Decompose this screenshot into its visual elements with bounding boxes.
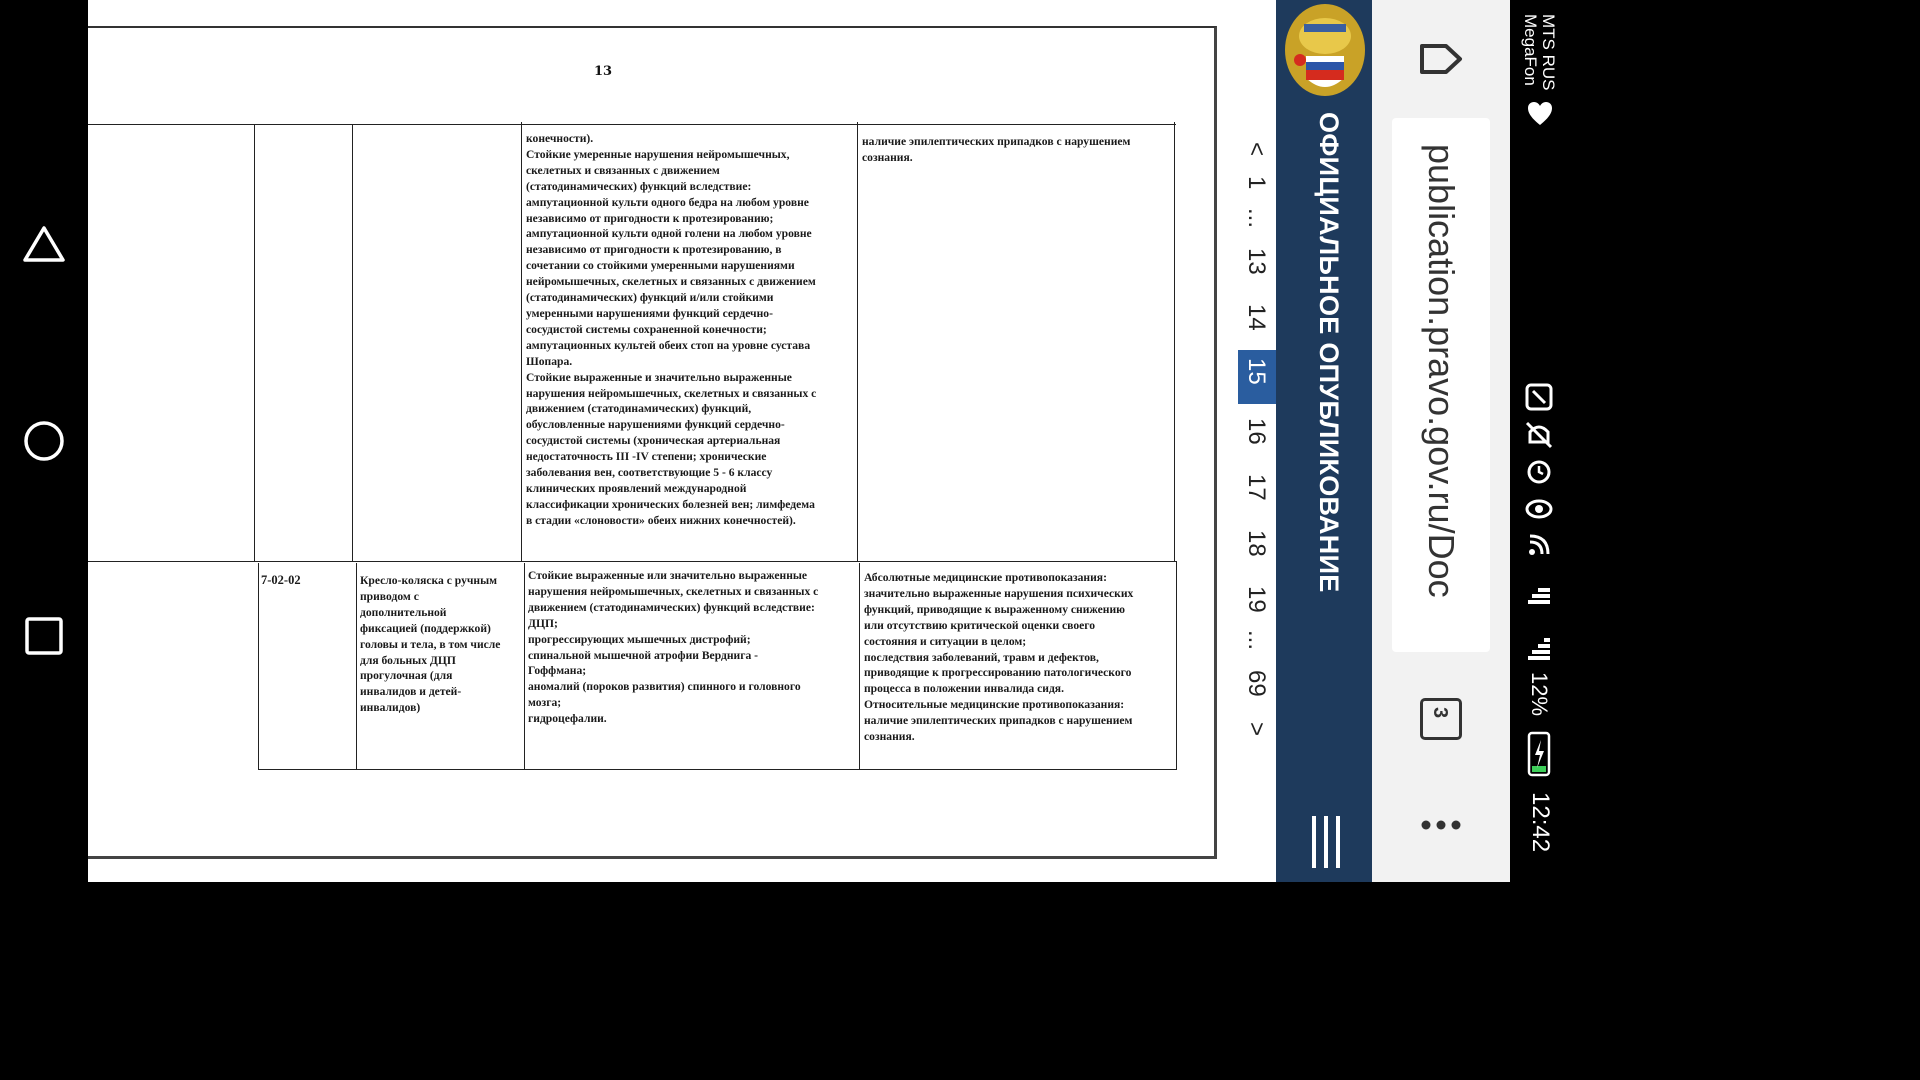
table-border [524, 563, 525, 770]
table-border [356, 563, 357, 770]
home-circle-icon[interactable] [18, 415, 70, 467]
url-bar[interactable] [1392, 118, 1490, 652]
carrier2-label: MegaFon [1521, 14, 1540, 86]
row1-contraindications-text: наличие эпилептических припадков с нарушением сознания. [862, 135, 1131, 164]
row2-code: 7-02-02 [261, 573, 301, 587]
eye-icon [1524, 494, 1554, 524]
pager-item-13[interactable]: 13 [1243, 248, 1270, 275]
site-title: ОФИЦИАЛЬНОЕ ОПУБЛИКОВАНИЕ [1314, 112, 1344, 593]
wifi-icon [1524, 530, 1554, 560]
pager-ellipsis: ... [1243, 630, 1270, 651]
table-border [859, 563, 860, 770]
table-border [88, 561, 1176, 562]
row2-conditions-text: Стойкие выраженные или значительно выраженные нарушения нейромышечных, скелетных и связанных с движением (статодинамических) функций вследствие: ДЦП; прогрессирующих мышечных дистрофий; спинальной мышечной атрофии Верднига - Гоффмана; аномалий (пороков развития) спинного и головного мозга; гидроцефалии. [528, 569, 819, 726]
table-border [88, 124, 1176, 125]
table-border [521, 122, 522, 561]
table-border [1176, 561, 1177, 770]
android-nav-bar [0, 0, 88, 882]
table-border [352, 124, 353, 561]
pager-item-19[interactable]: 19 [1243, 586, 1270, 613]
pager-item-15-current[interactable]: 15 [1243, 358, 1270, 385]
nfc-icon [1524, 382, 1554, 412]
pager-prev-button[interactable]: < [1243, 142, 1270, 157]
signal-icon [1526, 636, 1552, 662]
carrier1-label: MTS RUS [1539, 14, 1558, 91]
coat-of-arms-logo [1282, 0, 1368, 102]
table-border [258, 563, 259, 770]
pager-item-1[interactable]: 1 [1243, 176, 1270, 190]
page-pager [1238, 136, 1278, 756]
home-icon[interactable] [1416, 34, 1466, 84]
pager-item-69[interactable]: 69 [1243, 670, 1270, 697]
table-border [1174, 122, 1175, 561]
tabs-count: 3 [1429, 707, 1451, 719]
row1-conditions-text: конечности). Стойкие умеренные нарушения нейромышечных, скелетных и связанных с движением (статодинамических) функций вследствие: ампутационной культи одного бедра на любом уровне независимо от пригодности к протезированию; ампутационной культи одной голени на любом уровне независимо от пригодности к протезированию, в сочетании со стойкими умеренными нарушениями нейромышечных, скелетных и связанных с движением (статодинамических) функций и/или стойкими умеренными нарушениями функций сердечно- сосудистой системы сохраненной конечности; ампутационных культей обеих стоп на уровне сустава Шопара. Стойкие выраженные и значительно выраженные нарушения нейромышечных, скелетных и связанных с движением (статодинамических) функций, обусловленные нарушениями функций сердечно- сосудистой системы (хроническая артериальная недостаточность III -IV степени; хронические заболевания вен, соответствующие 5 - 6 классу клинических проявлений международной классификации хронических болезней вен; лимфедема в стадии «слоновости» обеих нижних конечностей). [526, 132, 817, 527]
url-text: publication.pravo.gov.ru/Doc [1421, 144, 1462, 598]
document-viewer[interactable] [88, 0, 1276, 882]
more-options-icon[interactable] [1420, 812, 1462, 838]
status-bar [1510, 0, 1568, 882]
clock-time: 12:42 [1527, 792, 1554, 853]
heart-icon [1526, 100, 1554, 128]
pager-next-button[interactable]: > [1243, 722, 1270, 737]
scanned-page [88, 26, 1217, 859]
site-header [1276, 0, 1372, 882]
pager-ellipsis: ... [1243, 208, 1270, 229]
alarm-icon [1524, 456, 1554, 486]
pager-item-18[interactable]: 18 [1243, 530, 1270, 557]
row2-name-text: Кресло-коляска с ручным приводом с дополнительной фиксацией (поддержкой) головы и тела, в том числе для больных ДЦП прогулочная (для инвалидов и детей- инвалидов) [360, 574, 501, 715]
row2-contraindications-text: Абсолютные медицинские противопоказания: значительно выраженные нарушения психических функций, приводящие к выраженному снижению или отсутствию критической оценки своего состояния и ситуации в целом; последствия заболеваний, травм и дефектов, приводящие к прогрессированию патологического процесса в положении инвалида сидя. Относительные медицинские противопоказания: наличие эпилептических припадков с нарушением сознания. [864, 571, 1134, 744]
table-border [857, 122, 858, 561]
mute-icon [1524, 420, 1554, 450]
table-border [254, 124, 255, 561]
battery-charging-icon [1526, 730, 1552, 778]
signal-icon [1526, 580, 1552, 606]
menu-icon[interactable] [1308, 812, 1344, 872]
pager-item-17[interactable]: 17 [1243, 474, 1270, 501]
back-triangle-icon[interactable] [18, 218, 70, 270]
table-border [258, 769, 1177, 770]
page-number: 13 [593, 64, 613, 79]
tabs-button[interactable] [1420, 698, 1462, 740]
browser-toolbar [1372, 0, 1510, 882]
pager-item-14[interactable]: 14 [1243, 304, 1270, 331]
pager-item-16[interactable]: 16 [1243, 418, 1270, 445]
recents-square-icon[interactable] [18, 610, 70, 662]
battery-percent: 12% [1527, 672, 1552, 717]
